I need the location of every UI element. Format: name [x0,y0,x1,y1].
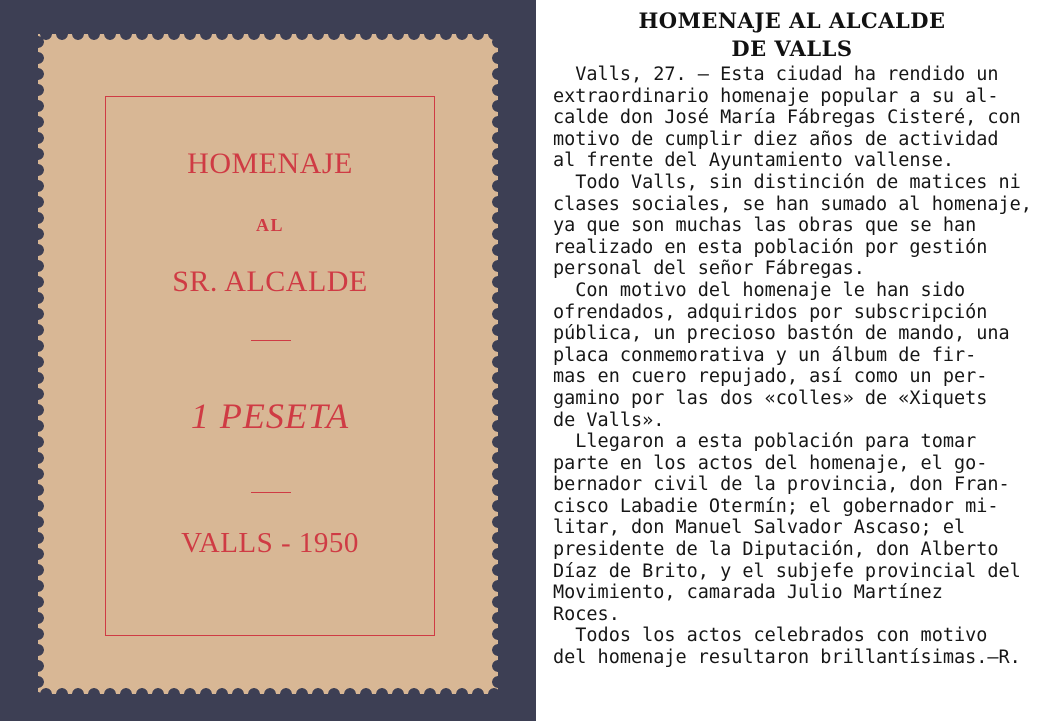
stamp-perforation-left [32,34,44,694]
paragraph-4 [553,431,1035,625]
stamp-line-sr-alcalde: SR. ALCALDE [172,265,368,298]
charity-stamp [38,34,498,694]
headline-line-1: HOMENAJE AL ALCALDE [638,8,946,33]
paragraph-1 [553,64,1035,172]
article-line: gamino por las dos «colles» de «Xiquets [553,387,988,409]
article-line: bernador civil de la provincia, don Fran- [553,474,1010,496]
stamp-line-al: AL [255,215,284,235]
stamp-place-year: VALLS - 1950 [181,527,359,559]
article-line: Movimiento, camarada Julio Martínez [553,582,943,604]
article-body [553,64,1035,669]
article-line: realizado en esta población por gestión [553,236,988,258]
article-line: cisco Labadie Otermín; el gobernador mi- [553,495,999,517]
article-line: parte en los actos del homenaje, el go- [553,452,988,474]
stamp-perforation-right [492,34,504,694]
article-line: placa conmemorativa y un álbum de fir- [553,344,977,366]
article-line: ya que son muchas las obras que se han [553,215,977,237]
article-line: de Valls». [553,409,665,431]
paragraph-5 [553,625,1035,668]
stamp-perforation-top [38,28,498,40]
article-line: pública, un precioso bastón de mando, una [553,323,1010,345]
article-line: del homenaje resultaron brillantísimas.—R. [553,647,1021,669]
article-line: Díaz de Brito, y el subjefe provincial del [553,560,1021,582]
article-line: mas en cuero repujado, así como un per- [553,366,988,388]
stamp-perforation-bottom [38,688,498,700]
article-line: litar, don Manuel Salvador Ascaso; el [553,517,966,539]
article-line: presidente de la Diputación, don Alberto [553,539,999,561]
article-line: Llegaron a esta población para tomar [553,431,977,453]
article-line: Valls, 27. — Esta ciudad ha rendido un [553,64,999,85]
article-line: Roces. [553,603,620,625]
article-line: Todo Valls, sin distinción de matices ni [553,171,1021,193]
article-line: clases sociales, se han sumado al homenaje, [553,193,1032,215]
article-line: extraordinario homenaje popular a su al- [553,85,999,107]
stamp-value: 1 PESETA [190,396,350,436]
article-line: ofrendados, adquiridos por subscripción [553,301,988,323]
article-line: al frente del Ayuntamiento vallense. [553,150,954,172]
stamp-frame [105,96,435,636]
paragraph-3 [553,280,1035,431]
newspaper-clipping [536,0,1048,721]
article-line: personal del señor Fábregas. [553,258,865,280]
article-line: Todos los actos celebrados con motivo [553,625,988,647]
stamp-line-homenaje: HOMENAJE [187,147,353,180]
stamp-divider-top [251,340,291,341]
article-line: calde don José María Fábregas Cisteré, con [553,107,1021,129]
headline-line-2: DE VALLS [731,36,853,61]
article-line: motivo de cumplir diez años de actividad [553,128,999,150]
stamp-divider-bottom [251,492,291,493]
article-line: Con motivo del homenaje le han sido [553,279,966,301]
paragraph-2 [553,172,1035,280]
